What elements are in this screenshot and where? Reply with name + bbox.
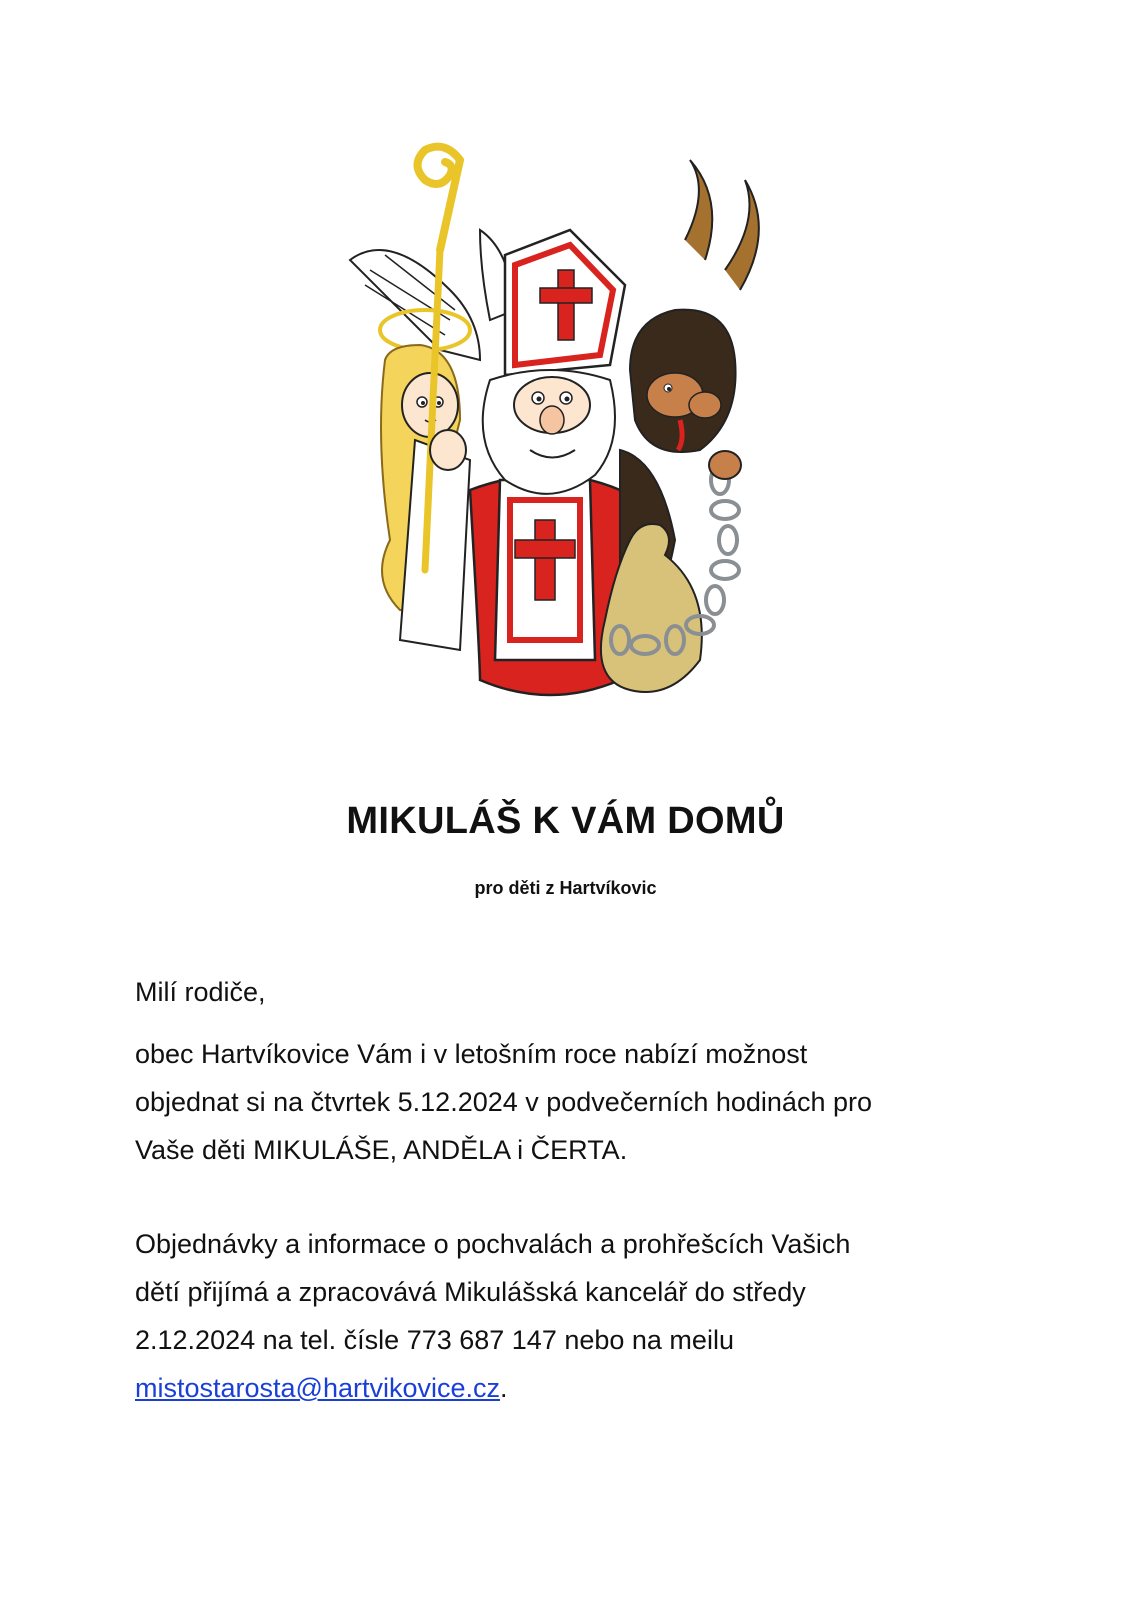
paragraph-line: 2.12.2024 na tel. čísle 773 687 147 nebo na meilu: [135, 1325, 734, 1355]
invitation-paragraph: [135, 1030, 1015, 1174]
paragraph-line: dětí přijímá a zpracovává Mikulášská kancelář do středy: [135, 1277, 806, 1307]
orders-paragraph: [135, 1220, 1015, 1412]
mitre: [505, 230, 625, 375]
paragraph-line: objednat si na čtvrtek 5.12.2024 v podvečerních hodinách pro: [135, 1087, 872, 1117]
paragraph-line: Objednávky a informace o pochvalách a prohřešcích Vašich: [135, 1229, 851, 1259]
page-subtitle: pro děti z Hartvíkovic: [474, 878, 657, 898]
greeting: Milí rodiče,: [135, 977, 266, 1007]
paragraph-line: obec Hartvíkovice Vám i v letošním roce nabízí možnost: [135, 1039, 808, 1069]
page-title: MIKULÁŠ K VÁM DOMŮ: [346, 800, 785, 842]
trailing-period: .: [500, 1373, 508, 1403]
devil-hand: [709, 451, 741, 479]
paragraph-line: Vaše děti MIKULÁŠE, ANDĚLA i ČERTA.: [135, 1135, 628, 1165]
mikulas-hand: [430, 430, 466, 470]
email-link[interactable]: mistostarosta@hartvikovice.cz: [135, 1373, 501, 1403]
mikulas-angel-devil-illustration: [330, 120, 770, 720]
